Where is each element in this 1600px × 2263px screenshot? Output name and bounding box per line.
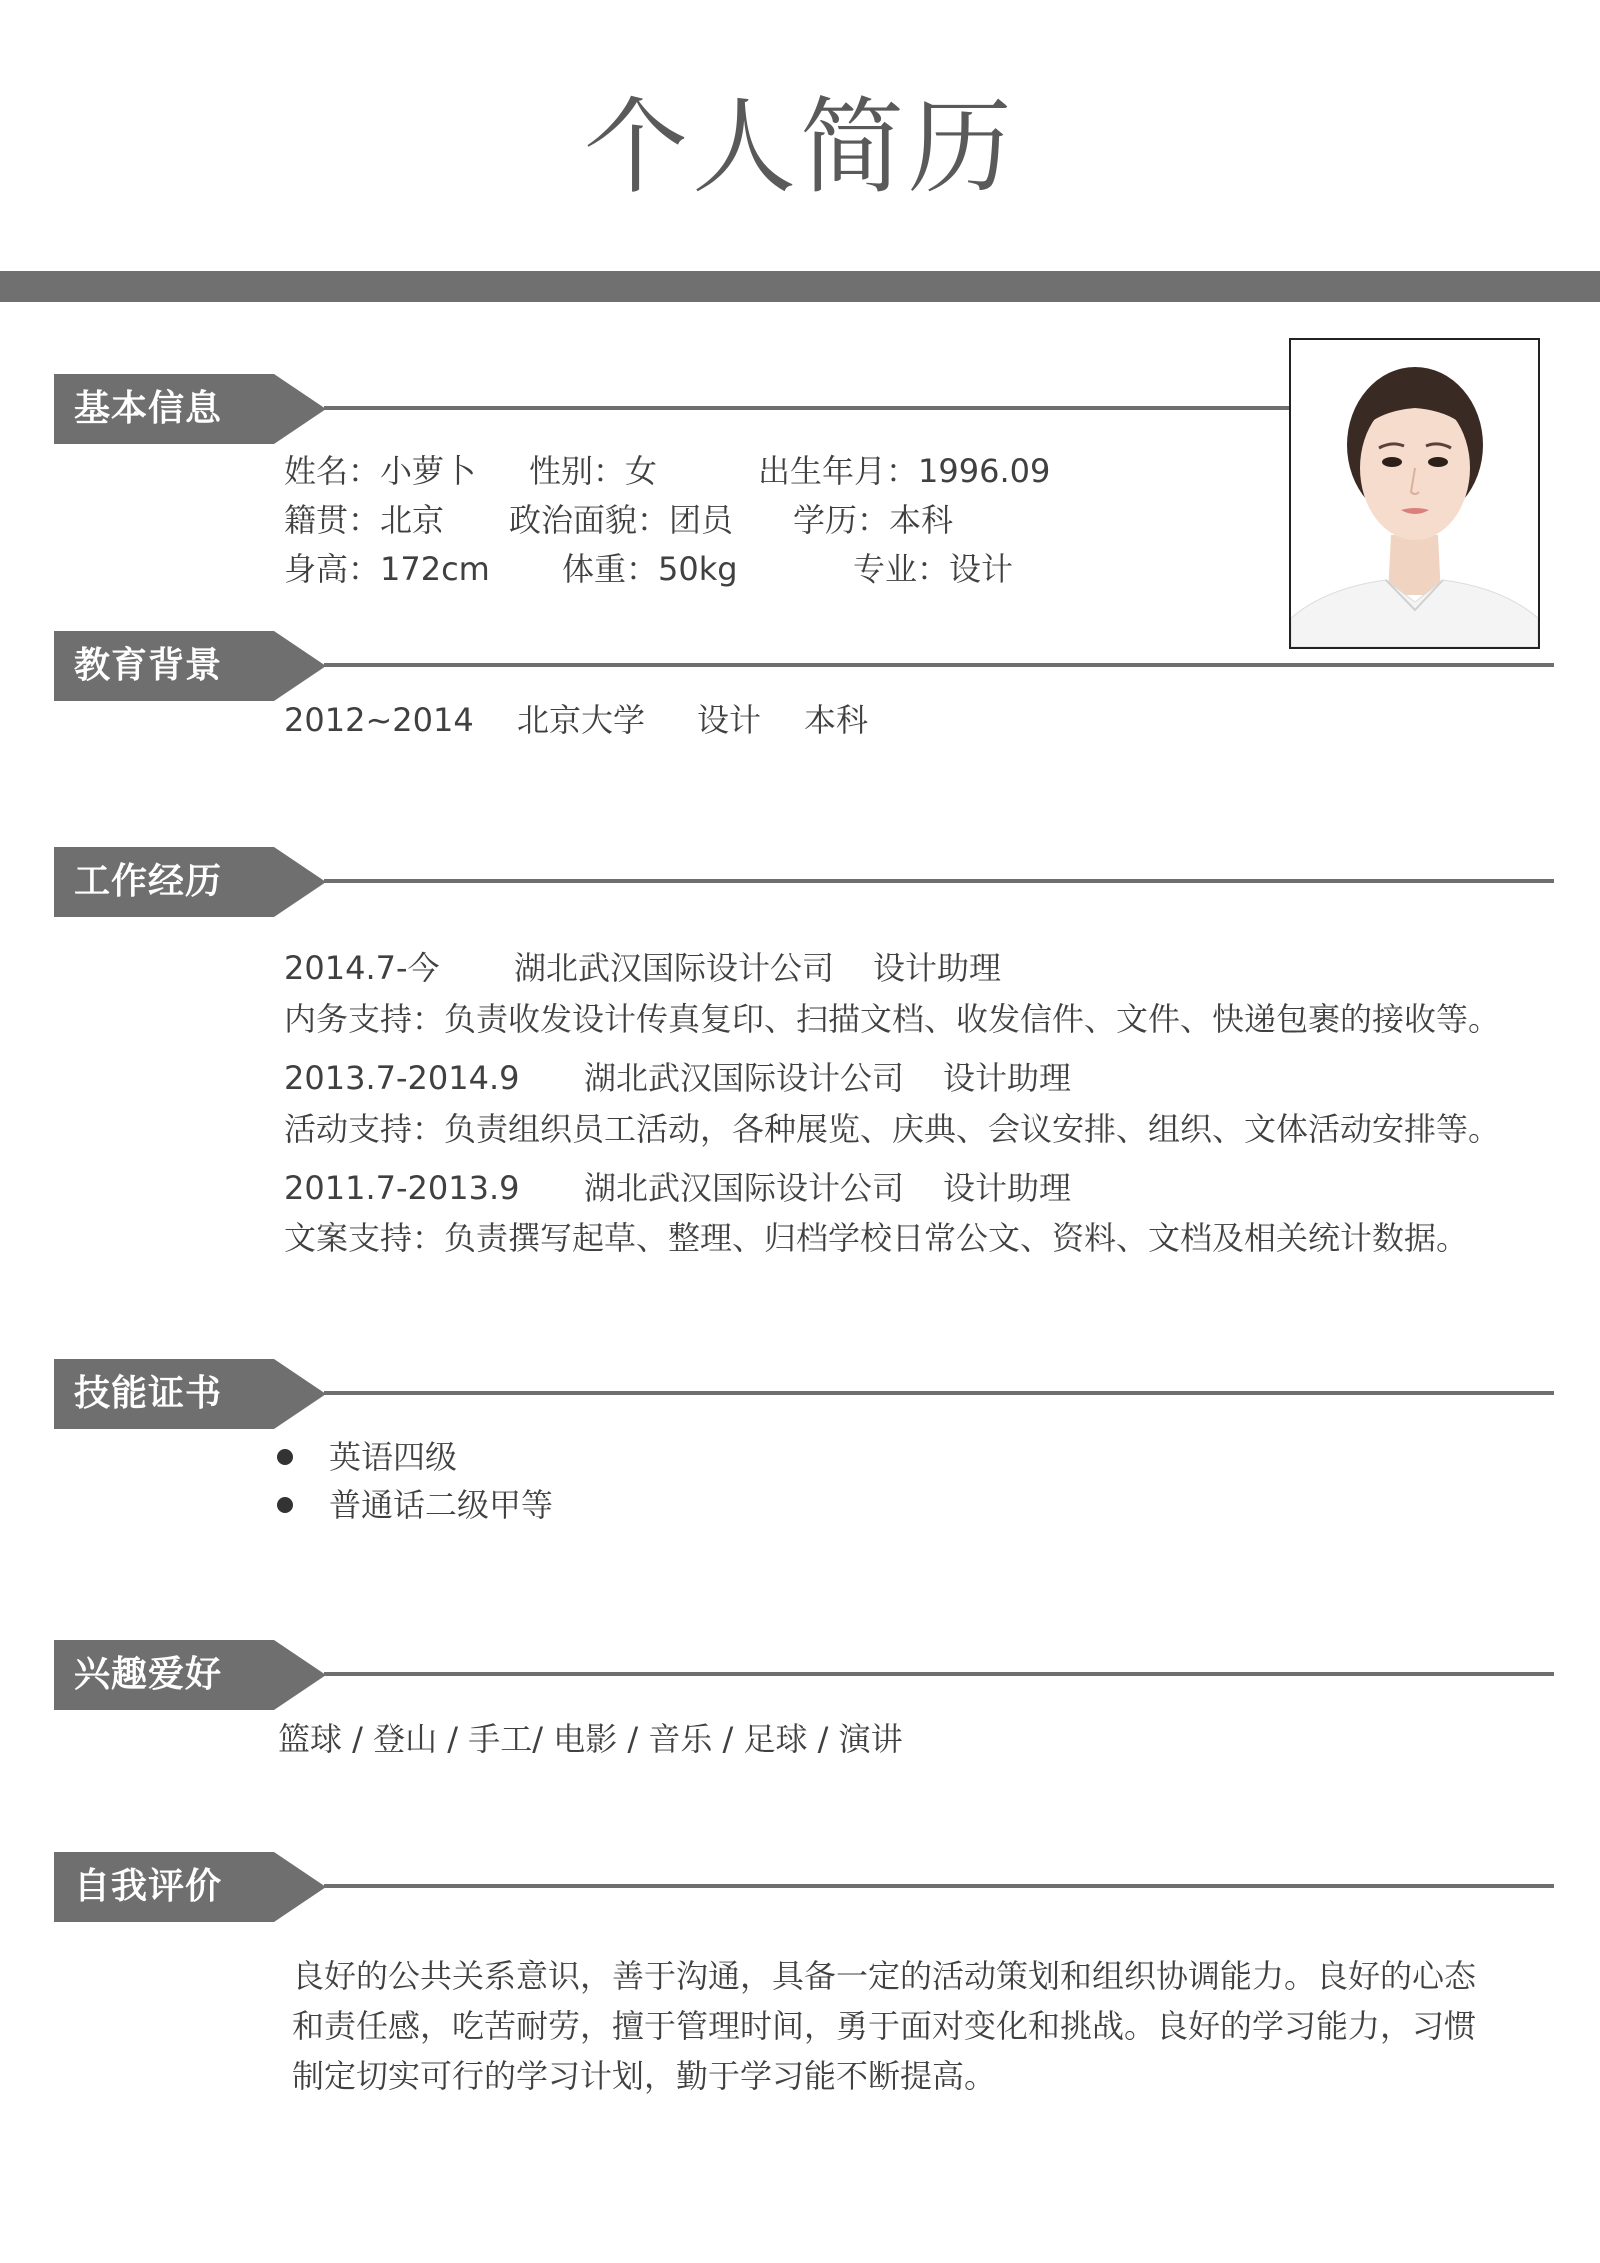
section-line xyxy=(324,1884,1554,1888)
section-line xyxy=(324,879,1554,883)
section-arrow xyxy=(274,1852,326,1922)
section-arrow xyxy=(274,1640,326,1710)
portrait-image xyxy=(1291,340,1538,647)
work-position: 设计助理 xyxy=(943,1059,1072,1097)
section-line xyxy=(324,1672,1554,1676)
profile-photo xyxy=(1289,338,1540,649)
work-company: 湖北武汉国际设计公司 xyxy=(584,1059,905,1097)
work-position: 设计助理 xyxy=(943,1169,1072,1207)
work-company: 湖北武汉国际设计公司 xyxy=(584,1169,905,1207)
degree-field: 学历：本科 xyxy=(793,501,954,539)
hometown-field: 籍贯：北京 xyxy=(284,501,445,539)
work-company: 湖北武汉国际设计公司 xyxy=(514,949,835,987)
section-line xyxy=(324,406,1327,410)
self-evaluation-text: 良好的公共关系意识，善于沟通，具备一定的活动策划和组织协调能力。良好的心态和责任感，吃苦耐劳，擅于管理时间，勇于面对变化和挑战。良好的学习能力，习惯制定切实可行的学习计划，勤于学习能不断提高。 xyxy=(292,1957,1477,2095)
page-title: 个人简历 xyxy=(583,86,1016,208)
gender-field: 性别：女 xyxy=(529,452,658,490)
section-label: 工作经历 xyxy=(54,847,274,917)
education-period: 2012~2014 xyxy=(284,701,474,739)
section-line xyxy=(324,1391,1554,1395)
section-arrow xyxy=(274,631,326,701)
section-label: 基本信息 xyxy=(54,374,274,444)
education-degree: 本科 xyxy=(804,701,869,739)
section-arrow xyxy=(274,1359,326,1429)
skill-item: 普通话二级甲等 xyxy=(329,1486,554,1524)
political-field: 政治面貌：团员 xyxy=(509,501,734,539)
section-label: 技能证书 xyxy=(54,1359,274,1429)
birth-field: 出生年月：1996.09 xyxy=(758,452,1051,490)
section-label: 兴趣爱好 xyxy=(54,1640,274,1710)
height-field: 身高：172cm xyxy=(284,550,490,588)
work-period: 2014.7-今 xyxy=(284,949,440,987)
hobbies-list: 篮球 / 登山 / 手工/ 电影 / 音乐 / 足球 / 演讲 xyxy=(278,1720,903,1758)
work-description: 文案支持：负责撰写起草、整理、归档学校日常公文、资料、文档及相关统计数据。 xyxy=(284,1219,1469,1257)
work-description: 内务支持：负责收发设计传真复印、扫描文档、收发信件、文件、快递包裹的接收等。 xyxy=(284,1000,1501,1038)
section-label: 教育背景 xyxy=(54,631,274,701)
section-arrow xyxy=(274,374,326,444)
work-description: 活动支持：负责组织员工活动，各种展览、庆典、会议安排、组织、文体活动安排等。 xyxy=(284,1110,1501,1148)
bullet-icon xyxy=(277,1497,293,1513)
education-school: 北京大学 xyxy=(517,701,646,739)
top-band xyxy=(0,271,1600,302)
section-arrow xyxy=(274,847,326,917)
major-field: 专业：设计 xyxy=(853,550,1014,588)
work-period: 2011.7-2013.9 xyxy=(284,1169,520,1207)
section-line xyxy=(324,663,1554,667)
work-period: 2013.7-2014.9 xyxy=(284,1059,520,1097)
bullet-icon xyxy=(277,1449,293,1465)
weight-field: 体重：50kg xyxy=(562,550,738,588)
name-field: 姓名：小萝卜 xyxy=(284,452,477,490)
work-position: 设计助理 xyxy=(873,949,1002,987)
education-major: 设计 xyxy=(697,701,762,739)
section-label: 自我评价 xyxy=(54,1852,274,1922)
skill-item: 英语四级 xyxy=(329,1438,458,1476)
